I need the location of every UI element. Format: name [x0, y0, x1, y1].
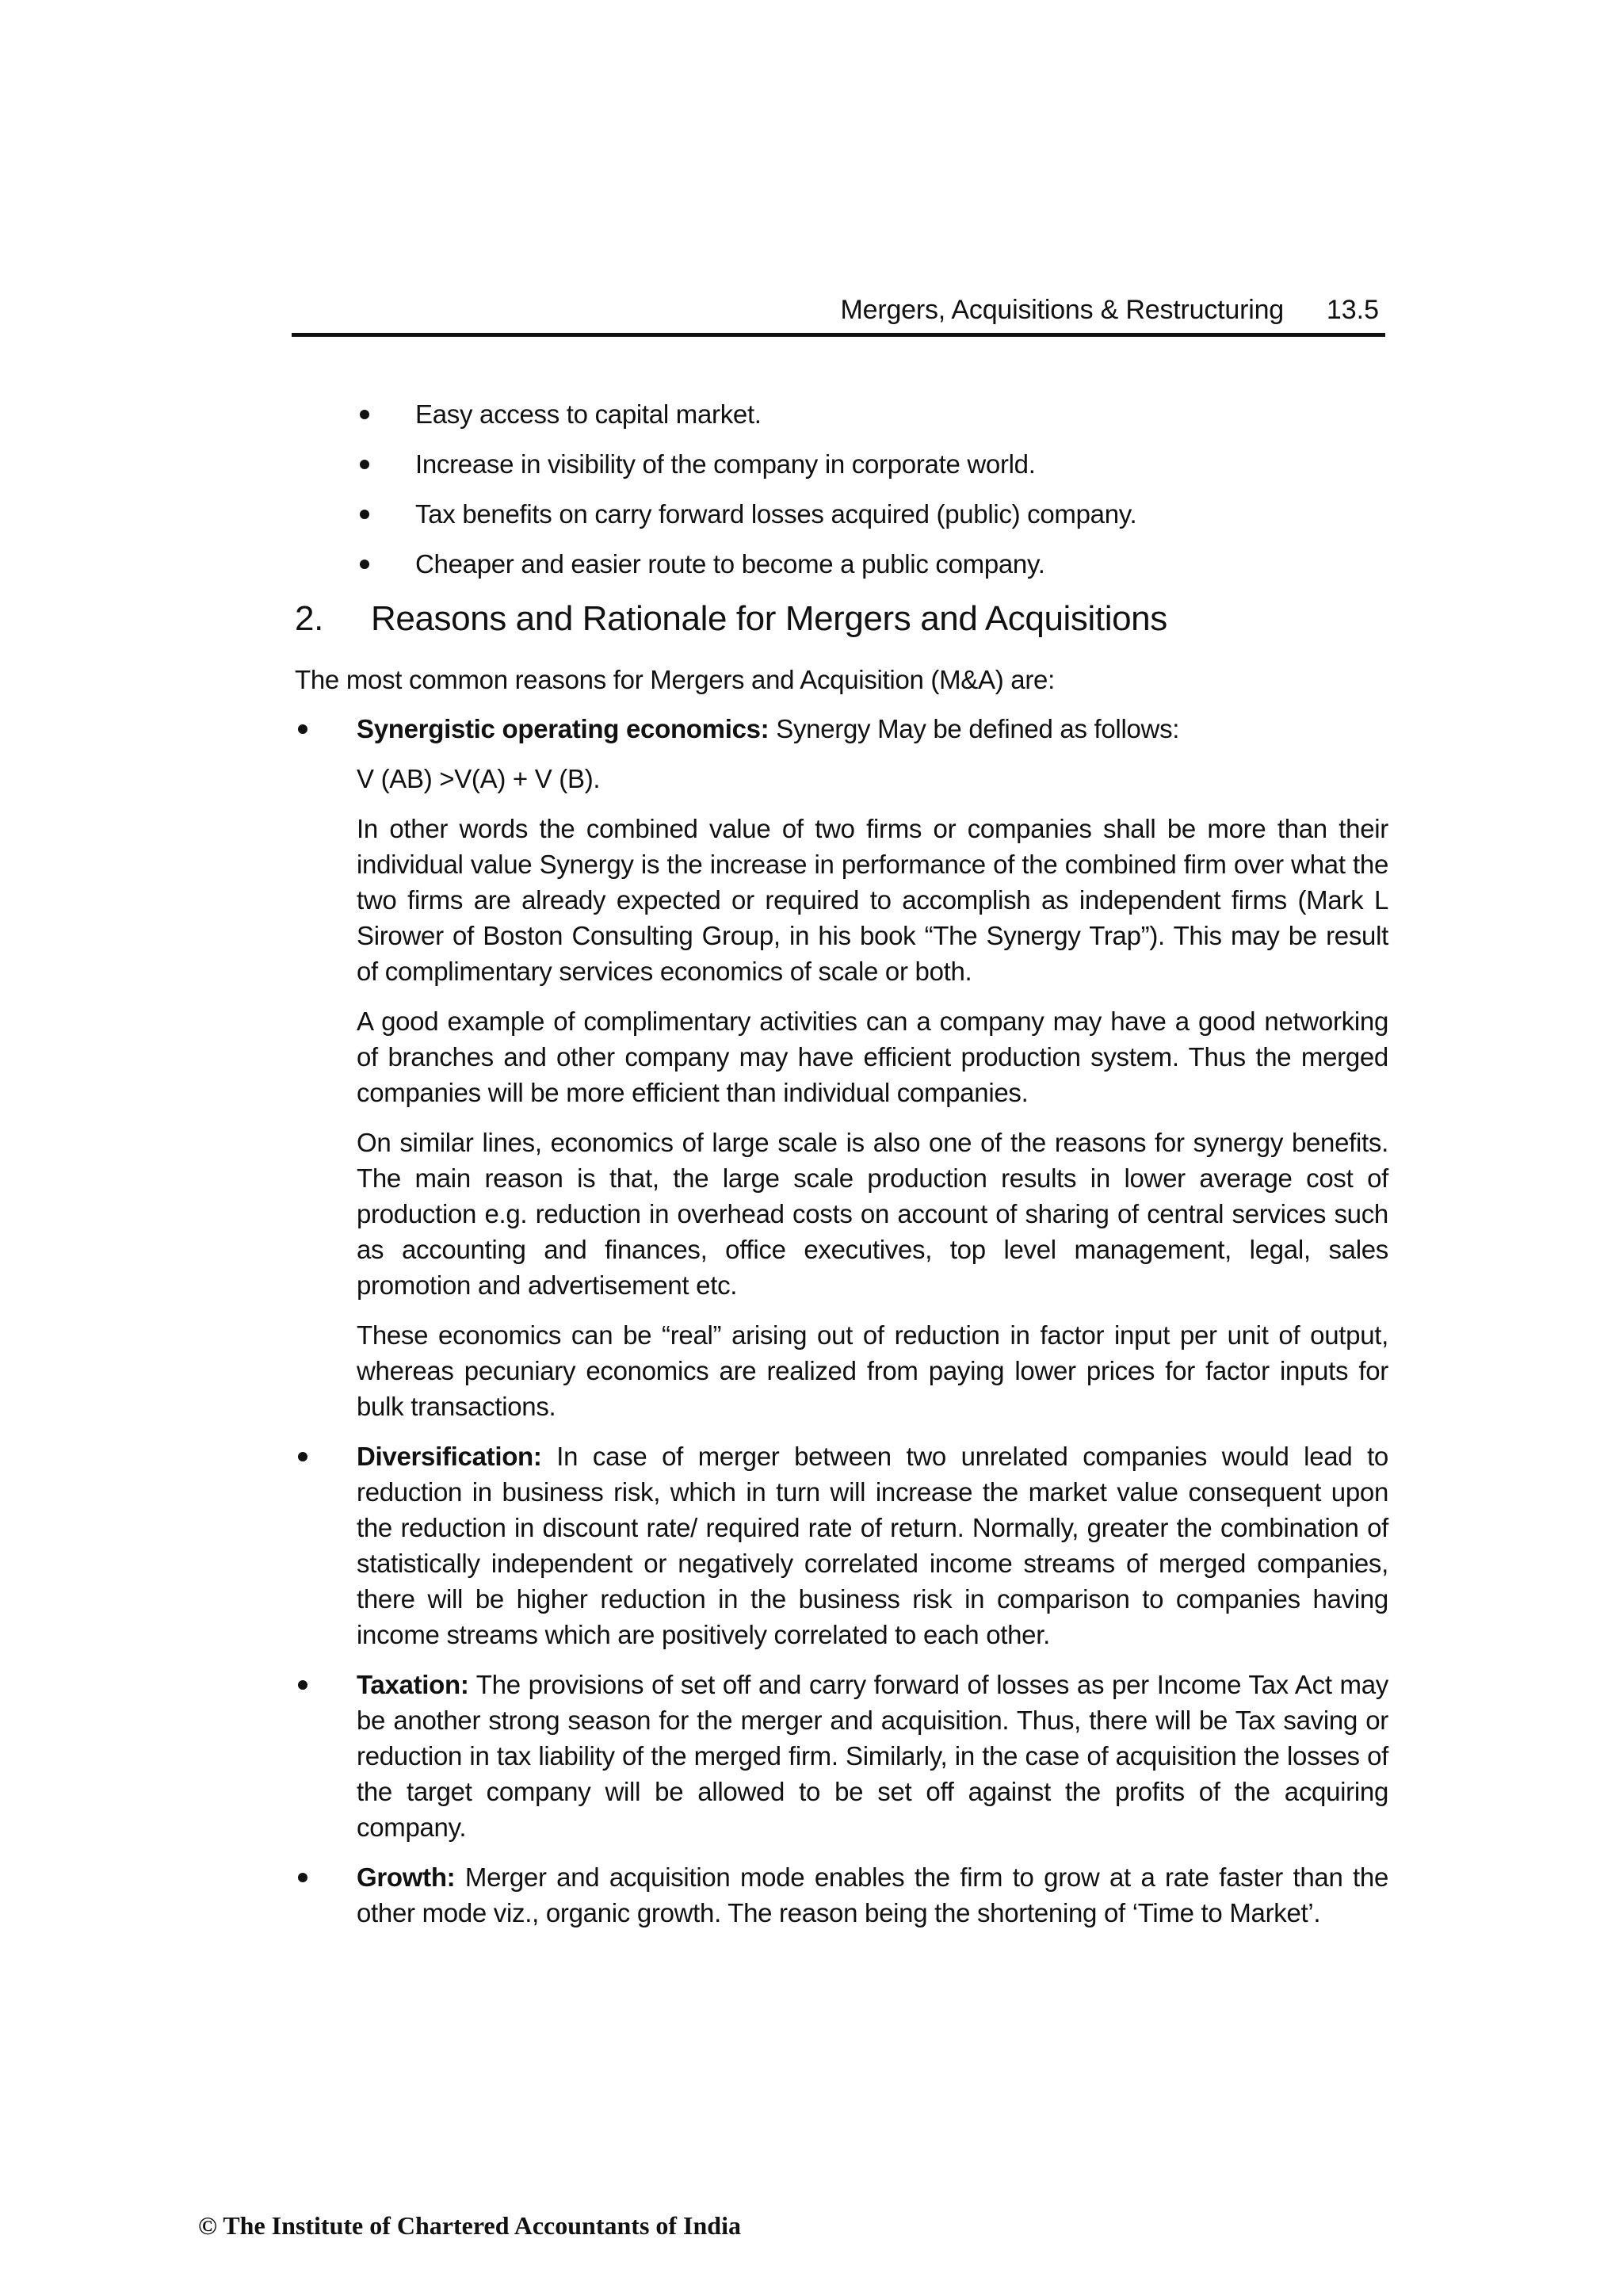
synergy-paragraph: A good example of complimentary activities can a company may have a good networking of branches and other company may have efficient production system. Thus the merged companies will be more efficient than individual companies.	[357, 1007, 1388, 1107]
synergy-formula: V (AB) >V(A) + V (B).	[357, 764, 601, 793]
top-bullet-list	[349, 396, 1379, 596]
synergy-term: Synergistic operating economics:	[357, 714, 769, 743]
growth-paragraph: Growth: Merger and acquisition mode enables the firm to grow at a rate faster than the other mode viz., organic growth. The reason being the shortening of ‘Time to Market’.	[357, 1862, 1388, 1927]
growth-term: Growth:	[357, 1862, 456, 1892]
bullet-icon	[298, 1873, 307, 1882]
list-item: Tax benefits on carry forward losses acquired (public) company.	[349, 496, 1379, 546]
section-title: Reasons and Rationale for Mergers and Acquisitions	[371, 599, 1167, 638]
bullet-icon	[298, 724, 307, 734]
section-intro: The most common reasons for Mergers and Acquisition (M&A) are:	[295, 665, 1055, 694]
bullet-icon	[360, 460, 369, 469]
synergy-paragraph: These economics can be “real” arising out of reduction in factor input per unit of output, whereas pecuniary economics are realized from paying lower prices for factor inputs for bulk transactions.	[357, 1320, 1388, 1421]
list-item: Increase in visibility of the company in corporate world.	[349, 446, 1379, 496]
header-rule	[292, 333, 1385, 337]
synergy-lead: Synergistic operating economics: Synergy May be defined as follows:	[357, 714, 1180, 743]
list-item: Cheaper and easier route to become a public company.	[349, 546, 1379, 596]
reasons-list	[295, 711, 1388, 1945]
bullet-icon	[298, 1452, 307, 1461]
header-title: Mergers, Acquisitions & Restructuring	[840, 295, 1284, 325]
reason-diversification	[295, 1438, 1388, 1652]
reason-growth	[295, 1859, 1388, 1931]
synergy-paragraph: In other words the combined value of two firms or companies shall be more than their individual value Synergy is the increase in performance of the combined firm over what the two firms are already expected or required to accomplish as independent firms (Mark L Sirower of Boston Consulting Group, in his book “The Synergy Trap”). This may be result of complimentary services economics of scale or both.	[357, 814, 1388, 986]
footer-copyright: © The Institute of Chartered Accountants of India	[198, 2211, 741, 2240]
bullet-icon	[298, 1680, 307, 1690]
synergy-paragraph: On similar lines, economics of large scale is also one of the reasons for synergy benefits. The main reason is that, the large scale production results in lower average cost of production e.g. reduction in overhead costs on account of sharing of central services such as accounting and finances, office executives, top level management, legal, sales promotion and advertisement etc.	[357, 1128, 1388, 1300]
section-number: 2.	[295, 599, 323, 638]
reason-synergy	[295, 711, 1388, 1424]
list-item: Easy access to capital market.	[349, 396, 1379, 446]
section-heading	[295, 599, 1167, 639]
running-header	[292, 295, 1385, 334]
taxation-paragraph: Taxation: The provisions of set off and carry forward of losses as per Income Tax Act may be another strong season for the merger and acquisition. Thus, there will be Tax saving or reduction in tax liability of the merged firm. Similarly, in the case of acquisition the losses of the target company will be allowed to be set off against the profits of the acquiring company.	[357, 1670, 1388, 1842]
bullet-icon	[360, 560, 369, 569]
taxation-term: Taxation:	[357, 1670, 469, 1699]
reason-taxation	[295, 1667, 1388, 1845]
bullet-icon	[360, 510, 369, 519]
page-number: 13.5	[1326, 295, 1379, 325]
diversification-term: Diversification:	[357, 1442, 542, 1471]
diversification-paragraph: Diversification: In case of merger between two unrelated companies would lead to reduction in business risk, which in turn will increase the market value consequent upon the reduction in discount rate/ required rate of return. Normally, greater the combination of statistically independent or negatively correlated income streams of merged companies, there will be higher reduction in the business risk in comparison to companies having income streams which are positively correlated to each other.	[357, 1442, 1388, 1649]
bullet-icon	[360, 410, 369, 419]
